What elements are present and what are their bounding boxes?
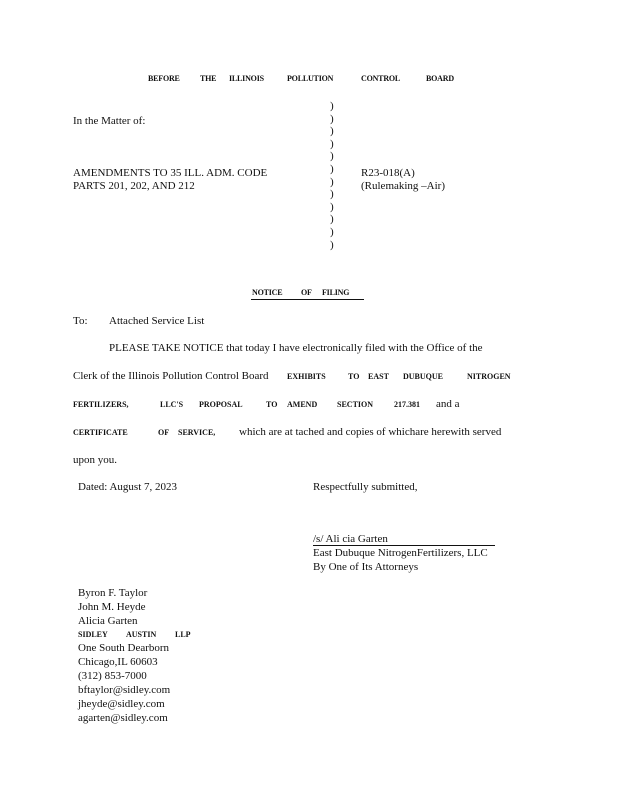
signature-company: East Dubuque NitrogenFertilizers, LLC [313, 547, 488, 559]
firm-word: AUSTIN [126, 630, 157, 639]
paren: ) [330, 125, 334, 138]
body-line-1: PLEASE TAKE NOTICE that today I have electronically filed with the Office of the [109, 342, 483, 354]
signature-line [313, 545, 495, 546]
body-caps-word: EAST [368, 372, 389, 381]
firm-word: SIDLEY [78, 630, 108, 639]
body-line-4-text: which are at tached and copies of whichare herewith served [239, 426, 502, 438]
paren: ) [330, 112, 334, 125]
attorney-email[interactable]: bftaylor@sidley.com [78, 684, 171, 696]
attorney-name: Byron F. Taylor [78, 587, 148, 599]
body-caps-word: TO [266, 400, 278, 409]
paren: ) [330, 162, 334, 175]
notice-title-word: FILING [322, 288, 350, 297]
header-word: CONTROL [361, 74, 401, 83]
body-caps-word: DUBUQUE [403, 372, 444, 381]
paren: ) [330, 175, 334, 188]
header-word: ILLINOIS [229, 74, 264, 83]
header-word: BOARD [426, 74, 454, 83]
notice-title-word: OF [301, 288, 312, 297]
body-caps-word: EXHIBITS [287, 372, 326, 381]
paren: ) [330, 137, 334, 150]
firm-word: LLP [175, 630, 191, 639]
paren: ) [330, 213, 334, 226]
body-caps-word: TO [348, 372, 360, 381]
electronic-signature: /s/ Ali cia Garten [313, 533, 388, 545]
in-the-matter: In the Matter of: [73, 115, 146, 127]
to-value: Attached Service List [109, 315, 205, 327]
body-caps-word: PROPOSAL [199, 400, 243, 409]
firm-address: One South Dearborn [78, 642, 170, 654]
body-caps-word: NITROGEN [467, 372, 511, 381]
firm-phone: (312) 853-7000 [78, 670, 147, 682]
caption-parens [330, 100, 334, 251]
amendments-line-1: AMENDMENTS TO 35 ILL. ADM. CODE [73, 167, 268, 179]
header-word: THE [200, 74, 217, 83]
notice-title-word: NOTICE [252, 288, 283, 297]
header-word: BEFORE [148, 74, 180, 83]
body-caps-word: AMEND [287, 400, 318, 409]
paren: ) [330, 150, 334, 163]
body-line-3-text: and a [436, 398, 460, 410]
amendments-line-2: PARTS 201, 202, AND 212 [73, 180, 195, 192]
dated-line: Dated: August 7, 2023 [78, 481, 177, 493]
notice-title-underline [251, 299, 364, 300]
body-line-2-text: Clerk of the Illinois Pollution Control Board [73, 370, 269, 382]
paren: ) [330, 238, 334, 251]
attorney-name: Alicia Garten [78, 615, 138, 627]
body-caps-word: 217.381 [394, 400, 420, 409]
attorney-name: John M. Heyde [78, 601, 146, 613]
paren: ) [330, 188, 334, 201]
paren: ) [330, 100, 334, 112]
body-caps-word: OF [158, 428, 170, 437]
case-type: (Rulemaking –Air) [361, 180, 446, 192]
to-label: To: [73, 315, 88, 327]
paren: ) [330, 200, 334, 213]
body-caps-word: SECTION [337, 400, 374, 409]
firm-address: Chicago,IL 60603 [78, 656, 158, 668]
case-number: R23-018(A) [361, 167, 415, 179]
body-caps-word: LLC'S [160, 400, 184, 409]
body-caps-word: FERTILIZERS, [73, 400, 129, 409]
attorney-email[interactable]: agarten@sidley.com [78, 712, 168, 724]
paren: ) [330, 225, 334, 238]
respectfully-submitted: Respectfully submitted, [313, 481, 418, 493]
attorney-email[interactable]: jheyde@sidley.com [78, 698, 165, 710]
header-word: POLLUTION [287, 74, 334, 83]
body-line-5: upon you. [73, 454, 117, 466]
body-caps-word: CERTIFICATE [73, 428, 128, 437]
body-caps-word: SERVICE, [178, 428, 216, 437]
signature-by: By One of Its Attorneys [313, 561, 419, 573]
